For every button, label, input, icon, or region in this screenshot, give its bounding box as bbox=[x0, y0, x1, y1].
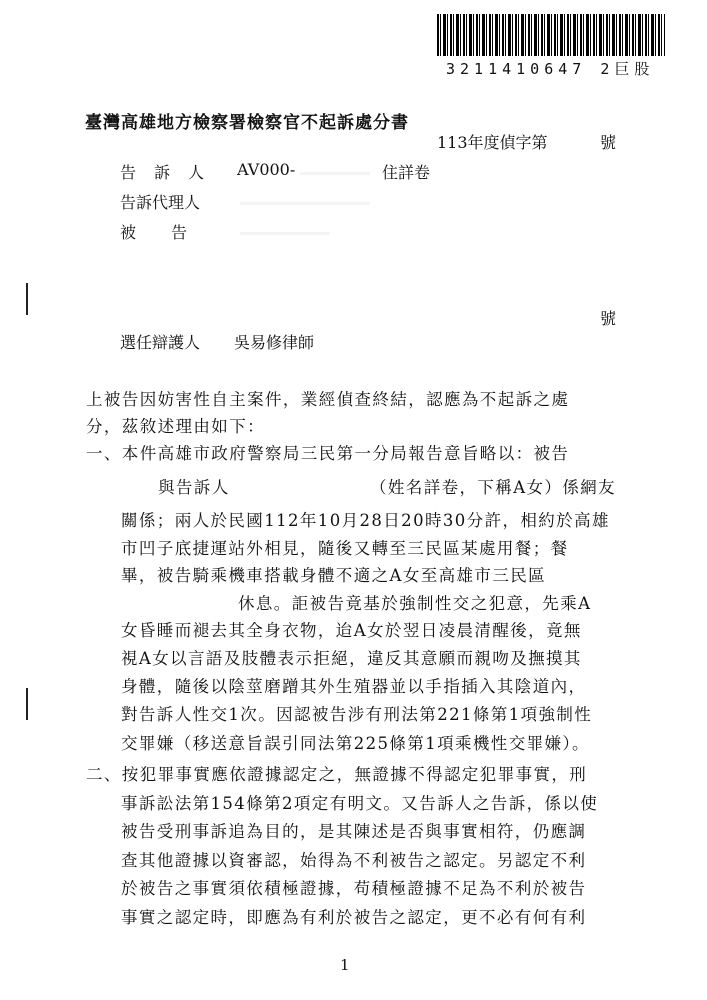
barcode-image bbox=[437, 14, 665, 56]
complainant-label: 告 訴 人 bbox=[120, 163, 206, 182]
address-number-suffix: 號 bbox=[600, 309, 617, 328]
body-line: 女昏睡而褪去其全身衣物，迨A女於翌日凌晨清醒後，竟無 bbox=[121, 621, 582, 640]
document-title: 臺灣高雄地方檢察署檢察官不起訴處分書 bbox=[85, 113, 409, 133]
defender-value: 吳易修律師 bbox=[234, 333, 315, 352]
redaction-mask bbox=[240, 202, 370, 205]
body-line: 市凹子底捷運站外相見，隨後又轉至三民區某處用餐；餐 bbox=[121, 539, 569, 558]
body-line: 與告訴人 bbox=[158, 478, 230, 497]
body-line: 身體，隨後以陰莖磨蹭其外生殖器並以手指插入其陰道內， bbox=[121, 677, 587, 696]
case-number-suffix: 號 bbox=[600, 133, 617, 152]
body-line: 事實之認定時，即應為有利於被告之認定，更不必有何有利 bbox=[121, 908, 587, 927]
body-line: 二、按犯罪事實應依證據認定之，無證據不得認定犯罪事實，刑 bbox=[86, 765, 588, 784]
defender-label: 選任辯護人 bbox=[120, 333, 201, 352]
margin-mark bbox=[26, 283, 28, 315]
body-line: 事訴訟法第154條第2項定有明文。又告訴人之告訴，係以使 bbox=[121, 794, 599, 813]
body-line: 被告受刑事訴追為目的，是其陳述是否與事實相符，仍應調 bbox=[121, 822, 587, 841]
barcode-number: 3211410647 2巨股 bbox=[446, 60, 655, 78]
body-line: 視A女以言語及肢體表示拒絕，違反其意願而親吻及撫摸其 bbox=[121, 649, 582, 668]
agent-label: 告訴代理人 bbox=[120, 193, 201, 212]
body-line: 一、本件高雄市政府警察局三民第一分局報告意旨略以：被告 bbox=[86, 444, 570, 463]
body-line: 對告訴人性交1次。因認被告涉有刑法第221條第1項強制性 bbox=[121, 705, 593, 724]
redaction-mask bbox=[300, 172, 370, 175]
body-line: 查其他證據以資審認，始得為不利被告之認定。另認定不利 bbox=[121, 851, 587, 870]
redaction-mask bbox=[240, 232, 330, 235]
body-line: 畢，被告騎乘機車搭載身體不適之A女至高雄市三民區 bbox=[121, 566, 547, 585]
page-number: 1 bbox=[340, 956, 350, 974]
body-line: （姓名詳卷，下稱A女）係網友 bbox=[370, 478, 617, 497]
complainant-address: 住詳卷 bbox=[382, 163, 431, 182]
body-line: 分，茲敘述理由如下： bbox=[86, 417, 265, 436]
body-line: 關係；兩人於民國112年10月28日20時30分許，相約於高雄 bbox=[121, 511, 610, 530]
body-line: 交罪嫌（移送意旨誤引同法第225條第1項乘機性交罪嫌）。 bbox=[121, 734, 590, 753]
body-line: 休息。詎被告竟基於強制性交之犯意，先乘A bbox=[238, 594, 592, 613]
case-number: 113年度偵字第 bbox=[437, 133, 548, 152]
complainant-value: AV000- bbox=[237, 160, 296, 179]
body-line: 上被告因妨害性自主案件，業經偵查終結，認應為不起訴之處 bbox=[86, 390, 570, 409]
body-line: 於被告之事實須依積極證據，苟積極證據不足為不利於被告 bbox=[121, 879, 587, 898]
defendant-label: 被 告 bbox=[120, 223, 189, 242]
margin-mark bbox=[26, 688, 28, 720]
